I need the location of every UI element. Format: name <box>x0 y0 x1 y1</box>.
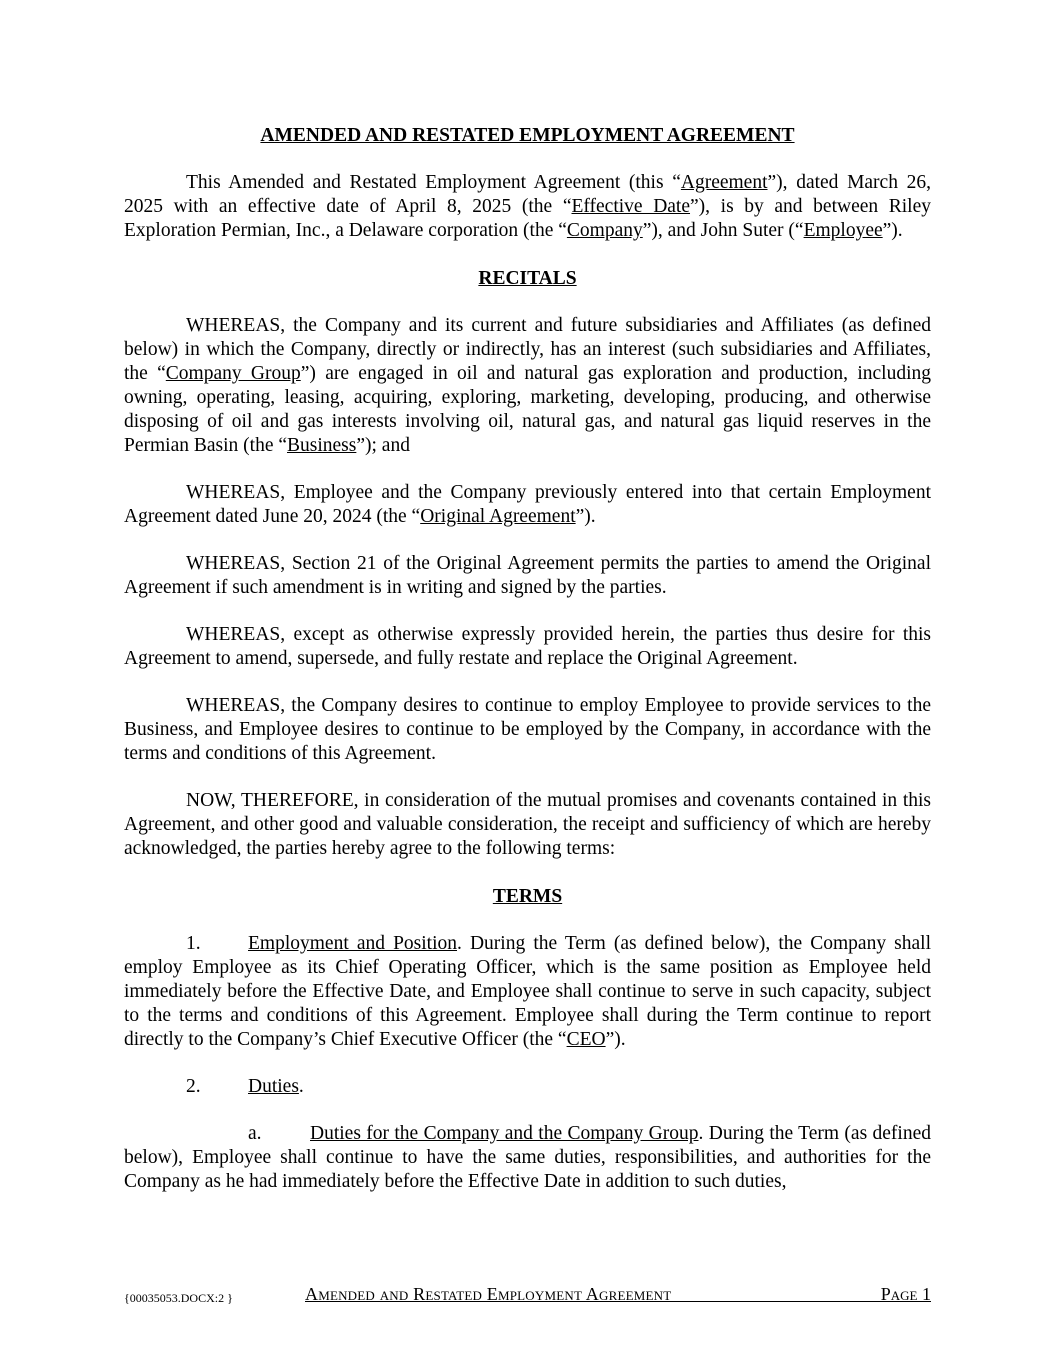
recital-paragraph-5: WHEREAS, the Company desires to continue to employ Employee to provide services to the Business, and Employee desires to continue to be employed by the Company, in accordance with the terms and conditions of this Agreement. <box>124 695 931 764</box>
defined-term-ceo: CEO <box>566 1029 606 1050</box>
intro-paragraph: This Amended and Restated Employment Agreement (this “Agreement”), dated March 26, 2025 with an effective date of April 8, 2025 (the “Effective Date”), is by and between Riley Exploration Permian, Inc., a Delaware corporation (the “Company”), and John Suter (“Employee”). <box>124 172 931 241</box>
recital-paragraph-3: WHEREAS, Section 21 of the Original Agreement permits the parties to amend the Original Agreement if such amendment is in writing and signed by the parties. <box>124 553 931 598</box>
page-footer <box>124 1282 931 1304</box>
footer-title: Amended and Restated Employment Agreement <box>305 1284 672 1304</box>
section-heading: Employment and Position <box>248 933 458 954</box>
subsection-label: a. <box>248 1123 262 1144</box>
recital-paragraph-2: WHEREAS, Employee and the Company previously entered into that certain Employment Agreement dated June 20, 2024 (the “Original Agreement”). <box>124 482 931 527</box>
document-body <box>124 124 931 1194</box>
recital-paragraph-1: WHEREAS, the Company and its current and future subsidiaries and Affiliates (as defined below) in which the Company, directly or indirectly, has an interest (such subsidiaries and Affiliates, the “Company Group”) are engaged in oil and natural gas exploration and production, including owning, operating, leasing, acquiring, exploring, marketing, developing, producing, and otherwise disposing of oil and gas interests involving oil, natural gas, and natural gas liquid reserves in the Permian Basin (the “Business”); and <box>124 315 931 456</box>
footer-rule <box>305 1301 931 1302</box>
footer-page-number: Page 1 <box>880 1284 931 1304</box>
defined-term-employee: Employee <box>803 220 883 241</box>
footer-doc-id: {00035053.DOCX:2 } <box>124 1291 233 1305</box>
section-heading: Duties <box>248 1076 299 1097</box>
defined-term-effective-date: Effective Date <box>571 196 691 217</box>
section-number: 2. <box>186 1076 201 1097</box>
section-number: 1. <box>186 933 201 954</box>
defined-term-business: Business <box>287 435 357 456</box>
now-therefore-paragraph: NOW, THEREFORE, in consideration of the mutual promises and covenants contained in this Agreement, and other good and valuable consideration, the receipt and sufficiency of which are hereby acknowledged, the parties hereby agree to the following terms: <box>124 790 931 859</box>
defined-term-company: Company <box>566 220 643 241</box>
subsection-heading: Duties for the Company and the Company Group <box>310 1123 699 1144</box>
document-title: AMENDED AND RESTATED EMPLOYMENT AGREEMENT <box>260 125 795 146</box>
section-1-paragraph: 1. Employment and Position. During the Term (as defined below), the Company shall employ Employee as its Chief Operating Officer, which is the same position as Employee held immediately before the Effective Date, and Employee shall continue to serve in such capacity, subject to the terms and conditions of this Agreement. Employee shall during the Term continue to report directly to the Company’s Chief Executive Officer (the “CEO”). <box>124 933 931 1050</box>
recitals-heading: RECITALS <box>478 268 577 289</box>
terms-heading: TERMS <box>492 886 563 907</box>
section-2a-paragraph: a. Duties for the Company and the Company Group. During the Term (as defined below), Employee shall continue to have the same duties, responsibilities, and authorities for the Company as he had immediately before the Effective Date in addition to such duties, <box>124 1123 931 1192</box>
section-2-paragraph: 2. Duties. <box>186 1076 304 1097</box>
defined-term-original-agreement: Original Agreement <box>420 506 576 527</box>
recital-paragraph-4: WHEREAS, except as otherwise expressly provided herein, the parties thus desire for this Agreement to amend, supersede, and fully restate and replace the Original Agreement. <box>124 624 931 669</box>
defined-term-agreement: Agreement <box>680 172 768 193</box>
defined-term-company-group: Company Group <box>165 363 301 384</box>
